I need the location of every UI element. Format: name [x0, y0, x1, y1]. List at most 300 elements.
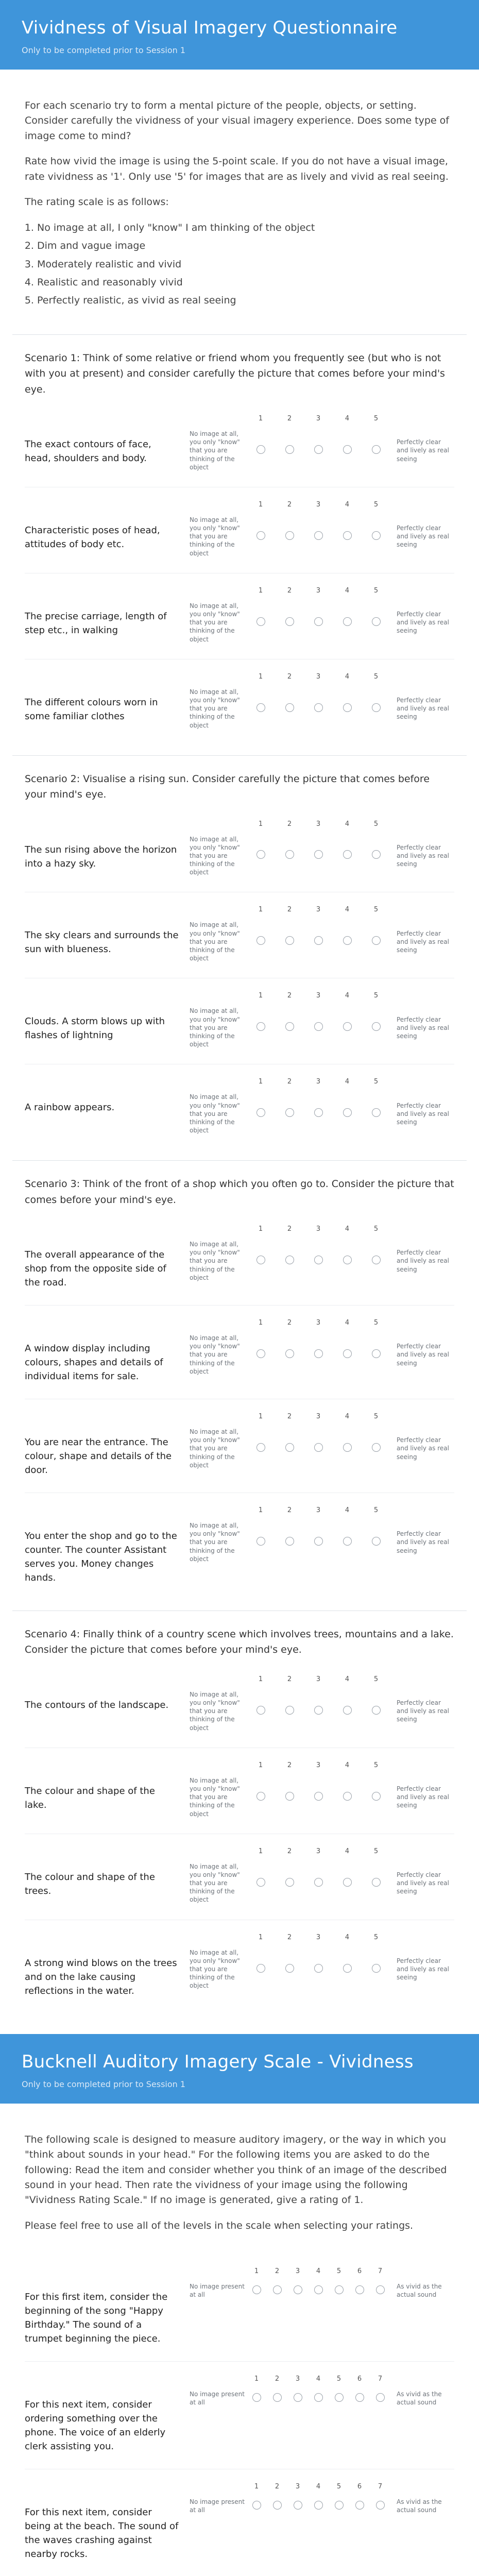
rating-radio-2[interactable]: [285, 1792, 294, 1801]
scale-number: 4: [345, 1761, 350, 1769]
scale-radio-row: [190, 602, 454, 643]
scale-number: 5: [373, 820, 379, 828]
rating-radio-3[interactable]: [314, 1022, 323, 1031]
scale-left-anchor: No image present at all: [190, 2283, 245, 2299]
rating-scale: [190, 820, 454, 877]
rating-radio-4[interactable]: [343, 1022, 352, 1031]
scale-number-row: [190, 820, 454, 828]
rating-radio-7[interactable]: [376, 2393, 385, 2402]
scale-number: 3: [316, 1847, 321, 1855]
scale-right-anchor: As vivid as the actual sound: [397, 2283, 442, 2299]
scale-radio-row: [190, 516, 454, 557]
rating-radio-2[interactable]: [285, 531, 294, 540]
scale-number: 5: [336, 2267, 341, 2276]
rating-radio-1[interactable]: [256, 703, 265, 712]
rating-radio-3[interactable]: [314, 1443, 323, 1452]
rating-radio-1[interactable]: [256, 1443, 265, 1452]
scale-number: 2: [275, 2267, 280, 2276]
vviq-intro-paragraph-2: Rate how vivid the image is using the 5-point scale. If you do not have a visual image, rate vividness as '1'. Only use '5' for images that are as lively and vivid as real seeing.: [25, 156, 449, 182]
scale-number-row: [190, 1413, 454, 1420]
vviq-header: [0, 0, 479, 70]
rating-radio-5[interactable]: [372, 1878, 381, 1887]
scale-right-anchor: Perfectly clear and lively as real seeing: [397, 1699, 449, 1723]
scale-number: 2: [287, 1847, 292, 1855]
bais-subtitle: Only to be completed prior to Session 1: [22, 2079, 186, 2089]
scale-number: 1: [258, 414, 263, 422]
scale-number: 5: [373, 1225, 379, 1233]
rating-radio-2[interactable]: [273, 2393, 282, 2402]
rating-radio-1[interactable]: [256, 1964, 265, 1973]
vviq-title: Vividness of Visual Imagery Questionnaire: [22, 18, 398, 38]
scale-number: 5: [373, 672, 379, 681]
scale-number: 3: [316, 1319, 321, 1327]
rating-radio-4[interactable]: [343, 1443, 352, 1452]
rating-radio-1[interactable]: [256, 1878, 265, 1887]
rating-scale: [190, 1225, 454, 1282]
rating-radio-1[interactable]: [252, 2393, 261, 2402]
rating-radio-4[interactable]: [343, 1349, 352, 1358]
rating-radio-2[interactable]: [285, 1256, 294, 1264]
scale-number: 5: [373, 1847, 379, 1855]
rating-question: [0, 1662, 479, 1748]
scale-number: 6: [357, 2375, 362, 2383]
rating-radio-4[interactable]: [343, 850, 352, 859]
scale-left-anchor: No image at all, you only "know" that you are thinking of the object: [190, 1241, 240, 1281]
scale-number: 3: [316, 672, 321, 681]
rating-radio-1[interactable]: [256, 1706, 265, 1715]
bais-questions: [0, 2254, 479, 2576]
rating-radio-5[interactable]: [372, 1349, 381, 1358]
scale-number-row: [190, 2267, 454, 2275]
rating-radio-2[interactable]: [285, 1022, 294, 1031]
scale-radio-row: [190, 1240, 454, 1282]
scale-number: 2: [275, 2375, 280, 2383]
scale-right-anchor: Perfectly clear and lively as real seeing: [397, 1436, 449, 1461]
scale-right-anchor: Perfectly clear and lively as real seeing: [397, 696, 449, 721]
scale-right-anchor: Perfectly clear and lively as real seeing: [397, 611, 449, 635]
rating-radio-2[interactable]: [285, 617, 294, 626]
rating-radio-2[interactable]: [285, 1537, 294, 1546]
rating-radio-2[interactable]: [273, 2285, 282, 2294]
scale-left-anchor: No image at all, you only "know" that you are thinking of the object: [190, 1948, 240, 1990]
rating-radio-2[interactable]: [285, 703, 294, 712]
scale-number: 5: [373, 1761, 379, 1769]
rating-scale: [190, 2267, 454, 2299]
scale-number: 1: [258, 820, 263, 828]
scale-number: 3: [316, 992, 321, 1000]
scenario-prompt: Scenario 1: Think of some relative or friend whom you frequently see (but who is not with you at present) and consider carefully the picture that comes before your mind's eye.: [12, 334, 467, 401]
scale-number: 4: [345, 1319, 350, 1327]
rating-radio-4[interactable]: [343, 1792, 352, 1801]
scale-number: 4: [345, 672, 350, 681]
question-label: For this next item, consider ordering something over the phone. The voice of an elderly clerk assisting you.: [25, 2399, 166, 2452]
rating-question: [0, 659, 479, 745]
rating-radio-4[interactable]: [343, 1108, 352, 1117]
rating-radio-1[interactable]: [256, 1792, 265, 1801]
rating-question: [0, 1748, 479, 1834]
rating-radio-5[interactable]: [372, 1443, 381, 1452]
rating-radio-4[interactable]: [314, 2285, 323, 2294]
vviq-intro-paragraph-1: For each scenario try to form a mental picture of the people, objects, or setting. Consider carefully the vividness of your visual imagery experience. Does some type of image come to mind?: [25, 100, 449, 142]
rating-radio-3[interactable]: [314, 1256, 323, 1264]
bais-intro-paragraph-1: The following scale is designed to measure auditory imagery, or the way in which you "think about sounds in your head." For the following items you are asked to do the following: Read the item and consider whether you think of an image of the described sound in your head. Then rate the vividness of your image using the following "Vividness Rating Scale." If no image is generated, give a rating of 1.: [25, 2133, 447, 2206]
scale-left-anchor: No image at all, you only "know" that you are thinking of the object: [190, 1334, 240, 1375]
scale-number-row: [190, 1848, 454, 1855]
scale-number: 3: [295, 2267, 300, 2276]
scale-number: 5: [336, 2375, 341, 2383]
rating-radio-4[interactable]: [314, 2393, 323, 2402]
rating-radio-5[interactable]: [372, 1108, 381, 1117]
rating-scale: [190, 992, 454, 1048]
scale-number: 1: [258, 1078, 263, 1086]
rating-radio-7[interactable]: [376, 2501, 385, 2510]
scale-left-anchor: No image present at all: [190, 2391, 245, 2406]
scale-number-row: [190, 673, 454, 681]
scale-number: 1: [258, 586, 263, 595]
scale-number-row: [190, 1319, 454, 1327]
scenario-prompt: Scenario 2: Visualise a rising sun. Consider carefully the picture that comes before your mind's eye.: [12, 755, 467, 807]
scale-radio-row: [190, 1948, 454, 1990]
scale-number: 2: [287, 1675, 292, 1683]
rating-question: [0, 1064, 479, 1150]
rating-radio-2[interactable]: [285, 1108, 294, 1117]
rating-radio-3[interactable]: [314, 850, 323, 859]
scale-number: 3: [316, 1413, 321, 1421]
scale-number: 2: [287, 1413, 292, 1421]
scale-number: 4: [345, 586, 350, 595]
scale-radio-row: [190, 1776, 454, 1818]
rating-scale: [190, 1934, 454, 1990]
rating-question: [0, 1306, 479, 1399]
rating-radio-2[interactable]: [285, 1878, 294, 1887]
scale-left-anchor: No image at all, you only "know" that you are thinking of the object: [190, 516, 240, 557]
scale-number: 2: [287, 1078, 292, 1086]
scale-number: 7: [378, 2375, 383, 2383]
question-label: A rainbow appears.: [25, 1102, 115, 1113]
rating-radio-5[interactable]: [372, 445, 381, 454]
rating-radio-5[interactable]: [372, 617, 381, 626]
scale-number: 5: [373, 414, 379, 422]
rating-radio-3[interactable]: [314, 1706, 323, 1715]
scale-number-row: [190, 415, 454, 422]
rating-radio-1[interactable]: [252, 2501, 261, 2510]
rating-radio-2[interactable]: [285, 936, 294, 945]
scale-radio-row: [190, 1093, 454, 1134]
rating-radio-5[interactable]: [372, 703, 381, 712]
rating-radio-7[interactable]: [376, 2285, 385, 2294]
scale-number: 1: [258, 500, 263, 509]
rating-scale: [190, 1761, 454, 1818]
scale-number: 2: [287, 1225, 292, 1233]
rating-radio-1[interactable]: [252, 2285, 261, 2294]
rating-question: [0, 1920, 479, 2013]
rating-question: [0, 401, 479, 487]
scale-number: 1: [258, 672, 263, 681]
rating-scale: [190, 906, 454, 962]
scale-number: 4: [345, 414, 350, 422]
rating-radio-3[interactable]: [314, 936, 323, 945]
scale-number: 4: [345, 1078, 350, 1086]
rating-scale: [190, 1506, 454, 1563]
rating-radio-2[interactable]: [285, 1443, 294, 1452]
scale-number: 3: [316, 1225, 321, 1233]
scale-number: 3: [316, 1675, 321, 1683]
question-label: The colour and shape of the lake.: [25, 1785, 155, 1810]
rating-radio-1[interactable]: [256, 1108, 265, 1117]
rating-scale: [190, 1848, 454, 1904]
scale-right-anchor: As vivid as the actual sound: [397, 2498, 442, 2514]
scale-right-anchor: Perfectly clear and lively as real seeing: [397, 1871, 449, 1895]
rating-radio-5[interactable]: [372, 1537, 381, 1546]
scale-number: 2: [287, 1933, 292, 1941]
scale-number: 4: [316, 2267, 321, 2276]
question-label: A window display including colours, shapes and details of individual items for sale.: [25, 1343, 163, 1382]
rating-radio-1[interactable]: [256, 1022, 265, 1031]
scale-number: 1: [254, 2267, 259, 2276]
rating-radio-5[interactable]: [372, 1964, 381, 1973]
rating-radio-4[interactable]: [314, 2501, 323, 2510]
scale-number: 1: [258, 1413, 263, 1421]
rating-radio-6[interactable]: [355, 2393, 364, 2402]
scale-number-row: [190, 992, 454, 999]
scale-number: 3: [316, 820, 321, 828]
rating-radio-6[interactable]: [355, 2285, 364, 2294]
rating-scale: [190, 2483, 454, 2514]
rating-radio-4[interactable]: [343, 1706, 352, 1715]
rating-radio-5[interactable]: [372, 531, 381, 540]
scale-radio-row: [190, 1334, 454, 1376]
scale-number: 2: [287, 1319, 292, 1327]
question-label: The different colours worn in some familiar clothes: [25, 697, 158, 722]
rating-scale: [190, 501, 454, 557]
rating-radio-4[interactable]: [343, 1256, 352, 1264]
question-label: The colour and shape of the trees.: [25, 1871, 155, 1896]
scale-number: 5: [336, 2483, 341, 2491]
scale-number-row: [190, 1506, 454, 1514]
scale-number-row: [190, 501, 454, 509]
scale-radio-row: [190, 688, 454, 730]
rating-radio-2[interactable]: [285, 445, 294, 454]
scale-number: 3: [316, 1933, 321, 1941]
scale-number: 4: [345, 820, 350, 828]
rating-scale: [190, 587, 454, 643]
scale-number: 1: [258, 1319, 263, 1327]
rating-radio-1[interactable]: [256, 531, 265, 540]
scale-number: 1: [254, 2375, 259, 2383]
rating-scale: [190, 1675, 454, 1732]
scale-number: 4: [345, 1933, 350, 1941]
scale-number: 4: [345, 1675, 350, 1683]
scale-left-anchor: No image at all, you only "know" that you are thinking of the object: [190, 1862, 240, 1904]
bais-intro-paragraph-2: Please feel free to use all of the levels in the scale when selecting your ratings.: [25, 2219, 414, 2231]
rating-radio-3[interactable]: [314, 1964, 323, 1973]
rating-radio-1[interactable]: [256, 936, 265, 945]
rating-scale-item: 5. Perfectly realistic, as vivid as real seeing: [37, 293, 454, 308]
scale-number: 2: [287, 414, 292, 422]
scale-number: 5: [373, 1506, 379, 1515]
scale-number: 4: [316, 2483, 321, 2491]
rating-radio-3[interactable]: [314, 1878, 323, 1887]
rating-radio-3[interactable]: [314, 617, 323, 626]
rating-radio-4[interactable]: [343, 703, 352, 712]
rating-radio-2[interactable]: [285, 1349, 294, 1358]
scale-number-row: [190, 1934, 454, 1941]
scale-radio-row: [190, 1690, 454, 1732]
scale-number-row: [190, 2483, 454, 2490]
question-label: For this next item, consider being at the beach. The sound of the waves crashing against nearby rocks.: [25, 2507, 179, 2560]
scenario-prompt: Scenario 4: Finally think of a country scene which involves trees, mountains and a lake. Consider the picture that comes before your mind's eye.: [12, 1611, 467, 1662]
scale-radio-row: [190, 2498, 454, 2514]
bais-header: [0, 2034, 479, 2104]
question-label: Characteristic poses of head, attitudes of body etc.: [25, 524, 160, 550]
question-label: The overall appearance of the shop from the opposite side of the road.: [25, 1249, 166, 1289]
scale-number-row: [190, 1225, 454, 1233]
scale-number: 4: [345, 500, 350, 509]
scale-number: 6: [357, 2483, 362, 2491]
scale-number: 2: [287, 500, 292, 509]
rating-question: [0, 487, 479, 573]
rating-radio-2[interactable]: [285, 1964, 294, 1973]
rating-radio-2[interactable]: [285, 1706, 294, 1715]
scale-right-anchor: Perfectly clear and lively as real seeing: [397, 1249, 449, 1273]
rating-question: [0, 2254, 479, 2361]
scale-number: 3: [316, 414, 321, 422]
question-label: You are near the entrance. The colour, shape and details of the door.: [25, 1437, 172, 1476]
rating-radio-4[interactable]: [343, 617, 352, 626]
rating-radio-4[interactable]: [343, 936, 352, 945]
rating-radio-5[interactable]: [335, 2285, 344, 2294]
scale-number: 2: [287, 1506, 292, 1515]
scale-number: 4: [345, 1847, 350, 1855]
rating-radio-3[interactable]: [294, 2285, 302, 2294]
rating-radio-6[interactable]: [355, 2501, 364, 2510]
rating-radio-4[interactable]: [343, 445, 352, 454]
scale-number: 1: [258, 1675, 263, 1683]
rating-radio-5[interactable]: [372, 1022, 381, 1031]
rating-question: [0, 807, 479, 892]
scale-left-anchor: No image at all, you only "know" that you are thinking of the object: [190, 921, 240, 962]
scale-right-anchor: As vivid as the actual sound: [397, 2391, 442, 2406]
scale-right-anchor: Perfectly clear and lively as real seeing: [397, 1957, 449, 1981]
scale-radio-row: [190, 1007, 454, 1048]
rating-radio-4[interactable]: [343, 1964, 352, 1973]
rating-radio-2[interactable]: [285, 850, 294, 859]
scale-left-anchor: No image at all, you only "know" that you are thinking of the object: [190, 688, 240, 729]
question-label: The contours of the landscape.: [25, 1699, 169, 1710]
scale-number: 1: [258, 1761, 263, 1769]
rating-scale-item: 1. No image at all, I only "know" I am thinking of the object: [37, 221, 454, 235]
rating-radio-5[interactable]: [372, 1256, 381, 1264]
rating-radio-3[interactable]: [294, 2393, 302, 2402]
rating-radio-3[interactable]: [294, 2501, 302, 2510]
scale-number: 6: [357, 2267, 362, 2276]
scale-radio-row: [190, 1428, 454, 1469]
question-label: You enter the shop and go to the counter. The counter Assistant serves you. Money changes hands.: [25, 1531, 177, 1584]
rating-radio-5[interactable]: [372, 1792, 381, 1801]
rating-question: [0, 1212, 479, 1305]
rating-radio-3[interactable]: [314, 703, 323, 712]
rating-question: [0, 1399, 479, 1493]
scale-number: 1: [258, 992, 263, 1000]
scale-number: 4: [316, 2375, 321, 2383]
rating-radio-4[interactable]: [343, 1537, 352, 1546]
question-label: Clouds. A storm blows up with flashes of lightning: [25, 1016, 165, 1041]
vviq-subtitle: Only to be completed prior to Session 1: [22, 45, 186, 55]
rating-radio-5[interactable]: [335, 2501, 344, 2510]
rating-radio-5[interactable]: [372, 850, 381, 859]
scale-number: 4: [345, 1506, 350, 1515]
rating-scale: [190, 1319, 454, 1376]
scale-number: 5: [373, 1933, 379, 1941]
rating-radio-1[interactable]: [256, 445, 265, 454]
scale-number-row: [190, 1761, 454, 1769]
scale-number: 4: [345, 906, 350, 914]
rating-question: [0, 1493, 479, 1600]
rating-radio-5[interactable]: [335, 2393, 344, 2402]
rating-radio-4[interactable]: [343, 531, 352, 540]
scale-left-anchor: No image at all, you only "know" that you are thinking of the object: [190, 1690, 240, 1732]
scale-number: 2: [287, 820, 292, 828]
rating-radio-3[interactable]: [314, 1349, 323, 1358]
rating-radio-1[interactable]: [256, 617, 265, 626]
rating-radio-3[interactable]: [314, 445, 323, 454]
rating-radio-5[interactable]: [372, 936, 381, 945]
scale-number: 5: [373, 1413, 379, 1421]
rating-scale-list: [25, 221, 454, 309]
vviq-scenarios: [0, 334, 479, 2013]
rating-question: [0, 2469, 479, 2576]
rating-scale: [190, 2375, 454, 2406]
rating-radio-1[interactable]: [256, 1349, 265, 1358]
rating-radio-3[interactable]: [314, 1537, 323, 1546]
rating-radio-2[interactable]: [273, 2501, 282, 2510]
rating-radio-3[interactable]: [314, 1108, 323, 1117]
scale-left-anchor: No image at all, you only "know" that you are thinking of the object: [190, 1522, 240, 1563]
rating-radio-3[interactable]: [314, 531, 323, 540]
scale-number: 7: [378, 2483, 383, 2491]
scale-number-row: [190, 587, 454, 595]
scale-number: 3: [316, 1761, 321, 1769]
rating-radio-1[interactable]: [256, 1256, 265, 1264]
rating-radio-3[interactable]: [314, 1792, 323, 1801]
scale-number: 3: [316, 586, 321, 595]
rating-scale-item: 4. Realistic and reasonably vivid: [37, 275, 454, 290]
bais-intro: [0, 2104, 479, 2255]
rating-question: [0, 2362, 479, 2469]
scale-number: 5: [373, 1078, 379, 1086]
rating-scale: [190, 1078, 454, 1134]
scale-left-anchor: No image at all, you only "know" that you are thinking of the object: [190, 1093, 240, 1134]
rating-radio-1[interactable]: [256, 1537, 265, 1546]
scale-number: 3: [316, 1078, 321, 1086]
rating-radio-5[interactable]: [372, 1706, 381, 1715]
rating-radio-1[interactable]: [256, 850, 265, 859]
rating-radio-4[interactable]: [343, 1878, 352, 1887]
scale-number-row: [190, 1675, 454, 1683]
scale-left-anchor: No image at all, you only "know" that you are thinking of the object: [190, 835, 240, 876]
scale-number: 3: [295, 2375, 300, 2383]
scale-number: 3: [316, 906, 321, 914]
scale-number: 3: [316, 500, 321, 509]
scale-number-row: [190, 1078, 454, 1086]
scale-number: 1: [258, 1847, 263, 1855]
scale-number: 2: [287, 1761, 292, 1769]
scale-radio-row: [190, 1862, 454, 1904]
question-label: For this first item, consider the beginning of the song "Happy Birthday." The sound of a trumpet beginning the piece.: [25, 2292, 168, 2345]
scale-radio-row: [190, 1521, 454, 1563]
scale-number: 1: [258, 906, 263, 914]
vviq-intro-paragraph-3: The rating scale is as follows:: [25, 196, 169, 208]
